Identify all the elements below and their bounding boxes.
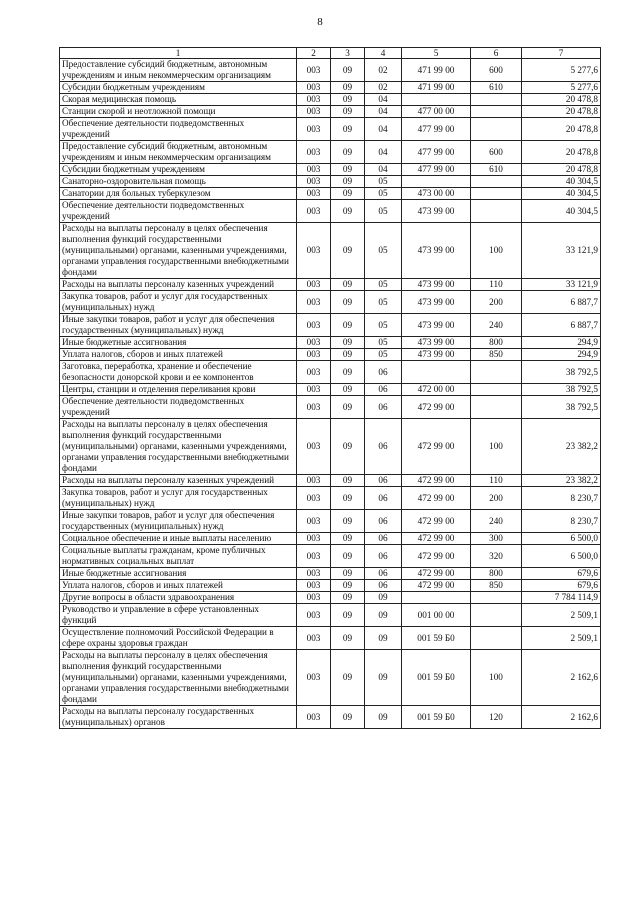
subsection-code-cell: 05	[365, 188, 402, 200]
subsection-code-cell: 06	[365, 510, 402, 533]
subsection-code-cell: 09	[365, 650, 402, 706]
section-code-cell: 09	[331, 176, 365, 188]
amount-cell: 294,9	[522, 337, 601, 349]
expense-type-cell: 300	[471, 533, 522, 545]
target-article-cell: 477 99 00	[402, 141, 471, 164]
row-name-cell: Иные закупки товаров, работ и услуг для обеспечения государственных (муниципальных) нужд	[60, 314, 297, 337]
table-row	[60, 141, 601, 164]
row-name-cell: Руководство и управление в сфере установленных функций	[60, 604, 297, 627]
column-header: 2	[297, 48, 331, 59]
target-article-cell: 473 99 00	[402, 200, 471, 223]
subsection-code-cell: 05	[365, 291, 402, 314]
target-article-cell: 472 99 00	[402, 396, 471, 419]
admin-code-cell: 003	[297, 223, 331, 279]
admin-code-cell: 003	[297, 106, 331, 118]
table-row	[60, 580, 601, 592]
row-name-cell: Центры, станции и отделения переливания крови	[60, 384, 297, 396]
expense-type-cell	[471, 118, 522, 141]
amount-cell: 20 478,8	[522, 141, 601, 164]
admin-code-cell: 003	[297, 487, 331, 510]
expense-type-cell	[471, 592, 522, 604]
target-article-cell: 472 99 00	[402, 533, 471, 545]
table-header-row	[60, 48, 601, 59]
subsection-code-cell: 09	[365, 592, 402, 604]
section-code-cell: 09	[331, 533, 365, 545]
row-name-cell: Уплата налогов, сборов и иных платежей	[60, 580, 297, 592]
expense-type-cell: 600	[471, 141, 522, 164]
target-article-cell: 477 99 00	[402, 118, 471, 141]
admin-code-cell: 003	[297, 533, 331, 545]
target-article-cell: 472 99 00	[402, 568, 471, 580]
admin-code-cell: 003	[297, 568, 331, 580]
subsection-code-cell: 09	[365, 604, 402, 627]
admin-code-cell: 003	[297, 361, 331, 384]
target-article-cell	[402, 176, 471, 188]
expense-type-cell	[471, 176, 522, 188]
row-name-cell: Осуществление полномочий Российской Федерации в сфере охраны здоровья граждан	[60, 627, 297, 650]
amount-cell: 2 509,1	[522, 604, 601, 627]
expense-type-cell	[471, 188, 522, 200]
subsection-code-cell: 04	[365, 94, 402, 106]
amount-cell: 6 500,0	[522, 545, 601, 568]
amount-cell: 20 478,8	[522, 94, 601, 106]
row-name-cell: Иные бюджетные ассигнования	[60, 568, 297, 580]
table-row	[60, 59, 601, 82]
section-code-cell: 09	[331, 106, 365, 118]
amount-cell: 679,6	[522, 568, 601, 580]
table-row	[60, 118, 601, 141]
table-row	[60, 349, 601, 361]
expense-type-cell: 850	[471, 349, 522, 361]
section-code-cell: 09	[331, 223, 365, 279]
row-name-cell: Социальное обеспечение и иные выплаты населению	[60, 533, 297, 545]
row-name-cell: Расходы на выплаты персоналу в целях обеспечения выполнения функций государственными (муниципальными) органами, казенными учреждениями, органами управления государственными внебюджетными фондами	[60, 223, 297, 279]
admin-code-cell: 003	[297, 337, 331, 349]
expense-type-cell: 240	[471, 314, 522, 337]
amount-cell: 38 792,5	[522, 384, 601, 396]
subsection-code-cell: 05	[365, 314, 402, 337]
admin-code-cell: 003	[297, 384, 331, 396]
column-header: 1	[60, 48, 297, 59]
target-article-cell: 473 99 00	[402, 314, 471, 337]
row-name-cell: Расходы на выплаты персоналу в целях обеспечения выполнения функций государственными (муниципальными) органами, казенными учреждениями, органами управления государственными внебюджетными фондами	[60, 419, 297, 475]
amount-cell: 6 500,0	[522, 533, 601, 545]
expense-type-cell	[471, 384, 522, 396]
expense-type-cell: 610	[471, 164, 522, 176]
amount-cell: 8 230,7	[522, 487, 601, 510]
amount-cell: 6 887,7	[522, 314, 601, 337]
admin-code-cell: 003	[297, 627, 331, 650]
admin-code-cell: 003	[297, 200, 331, 223]
table-row	[60, 419, 601, 475]
target-article-cell	[402, 592, 471, 604]
target-article-cell: 471 99 00	[402, 82, 471, 94]
table-row	[60, 291, 601, 314]
target-article-cell: 471 99 00	[402, 59, 471, 82]
row-name-cell: Другие вопросы в области здравоохранения	[60, 592, 297, 604]
section-code-cell: 09	[331, 475, 365, 487]
table-row	[60, 592, 601, 604]
admin-code-cell: 003	[297, 604, 331, 627]
row-name-cell: Закупка товаров, работ и услуг для государственных (муниципальных) нужд	[60, 291, 297, 314]
section-code-cell: 09	[331, 604, 365, 627]
row-name-cell: Санаторно-оздоровительная помощь	[60, 176, 297, 188]
admin-code-cell: 003	[297, 82, 331, 94]
row-name-cell: Расходы на выплаты персоналу в целях обеспечения выполнения функций государственными (муниципальными) органами, казенными учреждениями, органами управления государственными внебюджетными фондами	[60, 650, 297, 706]
subsection-code-cell: 05	[365, 176, 402, 188]
subsection-code-cell: 04	[365, 141, 402, 164]
amount-cell: 20 478,8	[522, 164, 601, 176]
target-article-cell: 001 59 Б0	[402, 706, 471, 729]
subsection-code-cell: 04	[365, 164, 402, 176]
section-code-cell: 09	[331, 141, 365, 164]
section-code-cell: 09	[331, 188, 365, 200]
table-row	[60, 627, 601, 650]
section-code-cell: 09	[331, 59, 365, 82]
admin-code-cell: 003	[297, 141, 331, 164]
amount-cell: 8 230,7	[522, 510, 601, 533]
section-code-cell: 09	[331, 650, 365, 706]
table-row	[60, 94, 601, 106]
table-row	[60, 650, 601, 706]
amount-cell: 2 509,1	[522, 627, 601, 650]
admin-code-cell: 003	[297, 164, 331, 176]
table-row	[60, 314, 601, 337]
expense-type-cell: 800	[471, 568, 522, 580]
amount-cell: 38 792,5	[522, 361, 601, 384]
subsection-code-cell: 06	[365, 487, 402, 510]
subsection-code-cell: 02	[365, 59, 402, 82]
expense-type-cell	[471, 396, 522, 419]
table-row	[60, 510, 601, 533]
row-name-cell: Расходы на выплаты персоналу государственных (муниципальных) органов	[60, 706, 297, 729]
subsection-code-cell: 06	[365, 545, 402, 568]
table-row	[60, 176, 601, 188]
table-row	[60, 487, 601, 510]
section-code-cell: 09	[331, 200, 365, 223]
expense-type-cell: 200	[471, 291, 522, 314]
subsection-code-cell: 04	[365, 106, 402, 118]
section-code-cell: 09	[331, 568, 365, 580]
table-row	[60, 82, 601, 94]
subsection-code-cell: 04	[365, 118, 402, 141]
subsection-code-cell: 06	[365, 533, 402, 545]
admin-code-cell: 003	[297, 706, 331, 729]
amount-cell: 5 277,6	[522, 82, 601, 94]
expense-type-cell: 600	[471, 59, 522, 82]
target-article-cell: 477 00 00	[402, 106, 471, 118]
expense-type-cell: 200	[471, 487, 522, 510]
table-row	[60, 706, 601, 729]
admin-code-cell: 003	[297, 279, 331, 291]
amount-cell: 23 382,2	[522, 419, 601, 475]
admin-code-cell: 003	[297, 59, 331, 82]
admin-code-cell: 003	[297, 291, 331, 314]
admin-code-cell: 003	[297, 396, 331, 419]
row-name-cell: Предоставление субсидий бюджетным, автономным учреждениям и иным некоммерческим организациям	[60, 59, 297, 82]
section-code-cell: 09	[331, 510, 365, 533]
expense-type-cell: 100	[471, 419, 522, 475]
table-row	[60, 279, 601, 291]
expense-type-cell	[471, 94, 522, 106]
subsection-code-cell: 09	[365, 706, 402, 729]
expense-type-cell: 110	[471, 279, 522, 291]
expense-type-cell: 110	[471, 475, 522, 487]
target-article-cell: 472 99 00	[402, 419, 471, 475]
subsection-code-cell: 09	[365, 627, 402, 650]
column-header: 5	[402, 48, 471, 59]
subsection-code-cell: 05	[365, 223, 402, 279]
admin-code-cell: 003	[297, 118, 331, 141]
expense-type-cell: 240	[471, 510, 522, 533]
admin-code-cell: 003	[297, 580, 331, 592]
target-article-cell: 472 99 00	[402, 545, 471, 568]
section-code-cell: 09	[331, 314, 365, 337]
column-header: 3	[331, 48, 365, 59]
subsection-code-cell: 06	[365, 419, 402, 475]
amount-cell: 20 478,8	[522, 118, 601, 141]
target-article-cell: 001 59 Б0	[402, 650, 471, 706]
target-article-cell: 473 00 00	[402, 188, 471, 200]
table-row	[60, 475, 601, 487]
section-code-cell: 09	[331, 349, 365, 361]
expense-type-cell: 100	[471, 650, 522, 706]
expense-type-cell	[471, 361, 522, 384]
target-article-cell: 477 99 00	[402, 164, 471, 176]
amount-cell: 5 277,6	[522, 59, 601, 82]
section-code-cell: 09	[331, 592, 365, 604]
expense-type-cell	[471, 627, 522, 650]
table-row	[60, 396, 601, 419]
target-article-cell: 472 99 00	[402, 580, 471, 592]
expense-type-cell	[471, 604, 522, 627]
section-code-cell: 09	[331, 361, 365, 384]
subsection-code-cell: 05	[365, 337, 402, 349]
table-row	[60, 337, 601, 349]
table-row	[60, 568, 601, 580]
expense-type-cell	[471, 106, 522, 118]
section-code-cell: 09	[331, 82, 365, 94]
amount-cell: 40 304,5	[522, 200, 601, 223]
subsection-code-cell: 06	[365, 475, 402, 487]
table-row	[60, 106, 601, 118]
subsection-code-cell: 06	[365, 396, 402, 419]
amount-cell: 33 121,9	[522, 279, 601, 291]
amount-cell: 2 162,6	[522, 706, 601, 729]
row-name-cell: Закупка товаров, работ и услуг для государственных (муниципальных) нужд	[60, 487, 297, 510]
expense-type-cell: 850	[471, 580, 522, 592]
amount-cell: 23 382,2	[522, 475, 601, 487]
admin-code-cell: 003	[297, 510, 331, 533]
target-article-cell: 472 00 00	[402, 384, 471, 396]
expense-type-cell: 120	[471, 706, 522, 729]
section-code-cell: 09	[331, 291, 365, 314]
row-name-cell: Обеспечение деятельности подведомственных учреждений	[60, 396, 297, 419]
admin-code-cell: 003	[297, 188, 331, 200]
target-article-cell: 473 99 00	[402, 291, 471, 314]
subsection-code-cell: 06	[365, 384, 402, 396]
target-article-cell: 473 99 00	[402, 337, 471, 349]
expense-type-cell: 610	[471, 82, 522, 94]
admin-code-cell: 003	[297, 94, 331, 106]
section-code-cell: 09	[331, 545, 365, 568]
table-row	[60, 384, 601, 396]
target-article-cell: 473 99 00	[402, 349, 471, 361]
target-article-cell	[402, 94, 471, 106]
section-code-cell: 09	[331, 164, 365, 176]
section-code-cell: 09	[331, 419, 365, 475]
row-name-cell: Иные бюджетные ассигнования	[60, 337, 297, 349]
target-article-cell: 473 99 00	[402, 223, 471, 279]
table-row	[60, 188, 601, 200]
amount-cell: 2 162,6	[522, 650, 601, 706]
section-code-cell: 09	[331, 337, 365, 349]
table-row	[60, 164, 601, 176]
target-article-cell	[402, 361, 471, 384]
budget-table	[59, 47, 601, 729]
admin-code-cell: 003	[297, 545, 331, 568]
amount-cell: 6 887,7	[522, 291, 601, 314]
section-code-cell: 09	[331, 627, 365, 650]
row-name-cell: Заготовка, переработка, хранение и обеспечение безопасности донорской крови и ее компонентов	[60, 361, 297, 384]
table-row	[60, 200, 601, 223]
amount-cell: 20 478,8	[522, 106, 601, 118]
row-name-cell: Обеспечение деятельности подведомственных учреждений	[60, 200, 297, 223]
page-number: 8	[317, 16, 323, 28]
section-code-cell: 09	[331, 384, 365, 396]
admin-code-cell: 003	[297, 349, 331, 361]
section-code-cell: 09	[331, 118, 365, 141]
admin-code-cell: 003	[297, 176, 331, 188]
target-article-cell: 472 99 00	[402, 510, 471, 533]
target-article-cell: 472 99 00	[402, 475, 471, 487]
target-article-cell: 001 59 Б0	[402, 627, 471, 650]
table-row	[60, 545, 601, 568]
amount-cell: 38 792,5	[522, 396, 601, 419]
admin-code-cell: 003	[297, 650, 331, 706]
table-body	[60, 59, 601, 729]
row-name-cell: Санатории для больных туберкулезом	[60, 188, 297, 200]
section-code-cell: 09	[331, 94, 365, 106]
subsection-code-cell: 05	[365, 349, 402, 361]
row-name-cell: Иные закупки товаров, работ и услуг для обеспечения государственных (муниципальных) нужд	[60, 510, 297, 533]
admin-code-cell: 003	[297, 475, 331, 487]
subsection-code-cell: 06	[365, 580, 402, 592]
subsection-code-cell: 05	[365, 279, 402, 291]
table-row	[60, 223, 601, 279]
target-article-cell: 473 99 00	[402, 279, 471, 291]
column-header: 7	[522, 48, 601, 59]
table-row	[60, 604, 601, 627]
subsection-code-cell: 06	[365, 568, 402, 580]
section-code-cell: 09	[331, 580, 365, 592]
row-name-cell: Уплата налогов, сборов и иных платежей	[60, 349, 297, 361]
admin-code-cell: 003	[297, 314, 331, 337]
row-name-cell: Социальные выплаты гражданам, кроме публичных нормативных социальных выплат	[60, 545, 297, 568]
amount-cell: 679,6	[522, 580, 601, 592]
expense-type-cell	[471, 200, 522, 223]
amount-cell: 40 304,5	[522, 176, 601, 188]
target-article-cell: 001 00 00	[402, 604, 471, 627]
row-name-cell: Субсидии бюджетным учреждениям	[60, 164, 297, 176]
row-name-cell: Субсидии бюджетным учреждениям	[60, 82, 297, 94]
section-code-cell: 09	[331, 279, 365, 291]
admin-code-cell: 003	[297, 419, 331, 475]
section-code-cell: 09	[331, 396, 365, 419]
expense-type-cell: 800	[471, 337, 522, 349]
section-code-cell: 09	[331, 487, 365, 510]
row-name-cell: Скорая медицинская помощь	[60, 94, 297, 106]
subsection-code-cell: 06	[365, 361, 402, 384]
amount-cell: 294,9	[522, 349, 601, 361]
table-row	[60, 361, 601, 384]
column-header: 6	[471, 48, 522, 59]
subsection-code-cell: 02	[365, 82, 402, 94]
row-name-cell: Станции скорой и неотложной помощи	[60, 106, 297, 118]
row-name-cell: Обеспечение деятельности подведомственных учреждений	[60, 118, 297, 141]
column-header: 4	[365, 48, 402, 59]
subsection-code-cell: 05	[365, 200, 402, 223]
expense-type-cell: 100	[471, 223, 522, 279]
row-name-cell: Расходы на выплаты персоналу казенных учреждений	[60, 279, 297, 291]
expense-type-cell: 320	[471, 545, 522, 568]
row-name-cell: Предоставление субсидий бюджетным, автономным учреждениям и иным некоммерческим организациям	[60, 141, 297, 164]
target-article-cell: 472 99 00	[402, 487, 471, 510]
amount-cell: 40 304,5	[522, 188, 601, 200]
amount-cell: 7 784 114,9	[522, 592, 601, 604]
amount-cell: 33 121,9	[522, 223, 601, 279]
admin-code-cell: 003	[297, 592, 331, 604]
table-row	[60, 533, 601, 545]
row-name-cell: Расходы на выплаты персоналу казенных учреждений	[60, 475, 297, 487]
section-code-cell: 09	[331, 706, 365, 729]
